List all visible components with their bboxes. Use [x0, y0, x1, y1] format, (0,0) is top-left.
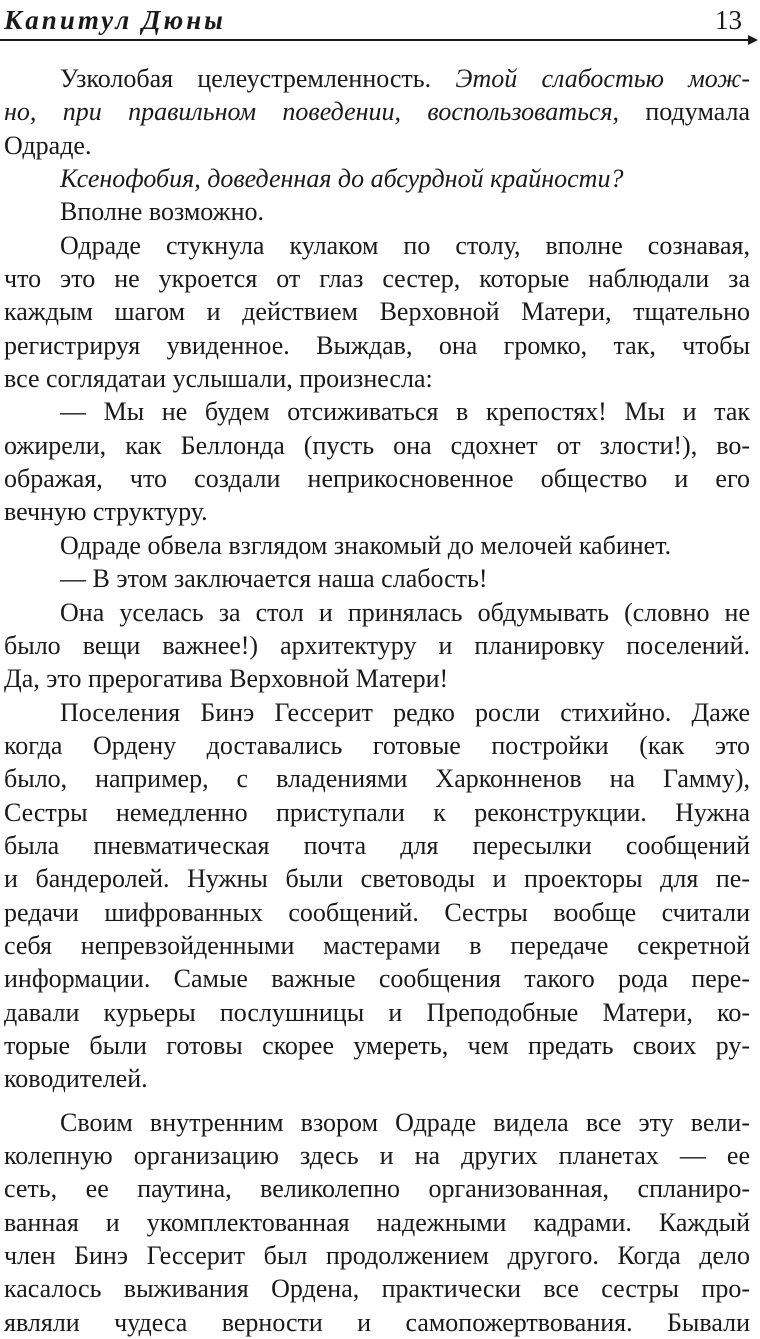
text-line	[4, 829, 750, 862]
text-line	[4, 962, 750, 995]
text-segment: ожирели, как Беллонда (пусть она сдохнет от злости!), во-	[4, 430, 750, 460]
text-line	[4, 362, 750, 395]
text-line	[4, 429, 750, 462]
text-segment: что это не укроется от глаз сестер, которые наблюдали за	[4, 264, 750, 294]
text-segment: ванная и укомплектованная надежными кадрами. Каждый	[4, 1207, 750, 1237]
text-segment: член Бинэ Гессерит был продолжением другого. Когда дело	[4, 1241, 750, 1271]
text-line	[4, 162, 750, 195]
text-segment: Сестры немедленно приступали к реконструкции. Нужна	[4, 797, 750, 827]
text-line	[4, 1239, 750, 1272]
header-rule	[0, 39, 752, 41]
text-line	[4, 495, 750, 528]
text-line	[4, 1172, 750, 1205]
text-line	[4, 1139, 750, 1172]
text-segment: подумала	[619, 97, 750, 127]
text-line	[4, 1306, 750, 1339]
text-line	[4, 1029, 750, 1062]
text-segment: являли чудеса верности и самопожертвования. Бывали	[4, 1307, 750, 1337]
text-line	[4, 395, 750, 428]
text-segment: вечную структуру.	[4, 497, 208, 527]
text-line	[4, 929, 750, 962]
text-line	[4, 596, 750, 629]
text-line	[4, 195, 750, 228]
text-segment: Она уселась за стол и принялась обдумывать (словно не	[60, 597, 750, 627]
text-segment: все соглядатаи услышали, произнесла:	[4, 364, 433, 394]
text-line	[4, 129, 750, 162]
text-segment: ководителей.	[4, 1064, 148, 1094]
text-segment: — В этом заключается наша слабость!	[60, 564, 488, 594]
text-line	[4, 796, 750, 829]
text-line	[4, 562, 750, 595]
text-line	[4, 262, 750, 295]
text-line	[4, 862, 750, 895]
text-segment: каждым шагом и действием Верховной Матери, тщательно	[4, 297, 750, 327]
text-segment: Вполне возможно.	[60, 197, 265, 227]
text-segment: себя непревзойденными мастерами в передаче секретной	[4, 930, 750, 960]
page-header	[0, 0, 760, 44]
text-segment: регистрируя увиденное. Выждав, она громко, так, чтобы	[4, 330, 750, 360]
text-line	[4, 62, 750, 95]
text-line	[4, 1062, 750, 1095]
text-line	[4, 295, 750, 328]
text-segment: сеть, ее паутина, великолепно организованная, спланиро-	[4, 1174, 750, 1204]
text-line	[4, 662, 750, 695]
text-segment: Одраде стукнула кулаком по столу, вполне сознавая,	[60, 230, 750, 260]
text-segment: касалось выживания Ордена, практически все сестры про-	[4, 1274, 750, 1304]
italic-text-segment: но, при правильном поведении, воспользоваться,	[4, 97, 620, 127]
text-line	[4, 896, 750, 929]
text-segment: ображая, что создали неприкосновенное общество и его	[4, 464, 750, 494]
text-line	[4, 762, 750, 795]
header-rule-arrow-icon	[748, 35, 758, 45]
text-line	[4, 462, 750, 495]
text-line	[4, 229, 750, 262]
text-segment: когда Ордену доставались готовые постройки (как это	[4, 730, 750, 760]
text-line	[4, 1206, 750, 1239]
text-segment: редачи шифрованных сообщений. Сестры вообще считали	[4, 897, 750, 927]
text-segment: информации. Самые важные сообщения такого рода пере-	[4, 964, 750, 994]
text-segment: Своим внутренним взором Одраде видела все эту вели-	[60, 1107, 750, 1137]
text-line	[4, 529, 750, 562]
text-segment: Узколобая целеустремленность.	[60, 64, 456, 93]
text-segment: Да, это прерогатива Верховной Матери!	[4, 664, 449, 694]
text-segment: торые были готовы скорее умереть, чем предать своих ру-	[4, 1030, 750, 1060]
text-segment: было, например, с владениями Харконненов на Гамму),	[4, 764, 750, 794]
text-segment: давали курьеры послушницы и Преподобные Матери, ко-	[4, 997, 750, 1027]
text-segment: колепную организацию здесь и на других планетах — ее	[4, 1141, 750, 1170]
text-segment: Поселения Бинэ Гессерит редко росли стихийно. Даже	[60, 697, 750, 727]
page-number: 13	[715, 5, 742, 35]
text-segment: Одраде.	[4, 130, 92, 160]
text-line	[4, 1106, 750, 1139]
body-text	[4, 62, 750, 1339]
paragraph-gap	[4, 1096, 750, 1106]
text-segment: Одраде обвела взглядом знакомый до мелочей кабинет.	[60, 530, 672, 560]
text-line	[4, 696, 750, 729]
text-line	[4, 329, 750, 362]
running-title: Капитул Дюны	[4, 5, 226, 35]
text-line	[4, 629, 750, 662]
text-line	[4, 729, 750, 762]
italic-text-segment: Этой слабостью мож-	[455, 64, 750, 93]
text-line	[4, 95, 750, 128]
text-line	[4, 1272, 750, 1305]
text-segment: и бандеролей. Нужны были световоды и проекторы для пе-	[4, 864, 750, 894]
text-segment: — Мы не будем отсиживаться в крепостях! Мы и так	[60, 397, 750, 427]
text-segment: была пневматическая почта для пересылки сообщений	[4, 830, 750, 860]
text-line	[4, 996, 750, 1029]
italic-text-segment: Ксенофобия, доведенная до абсурдной крайности?	[60, 164, 624, 194]
text-segment: было вещи важнее!) архитектуру и планировку поселений.	[4, 630, 750, 660]
